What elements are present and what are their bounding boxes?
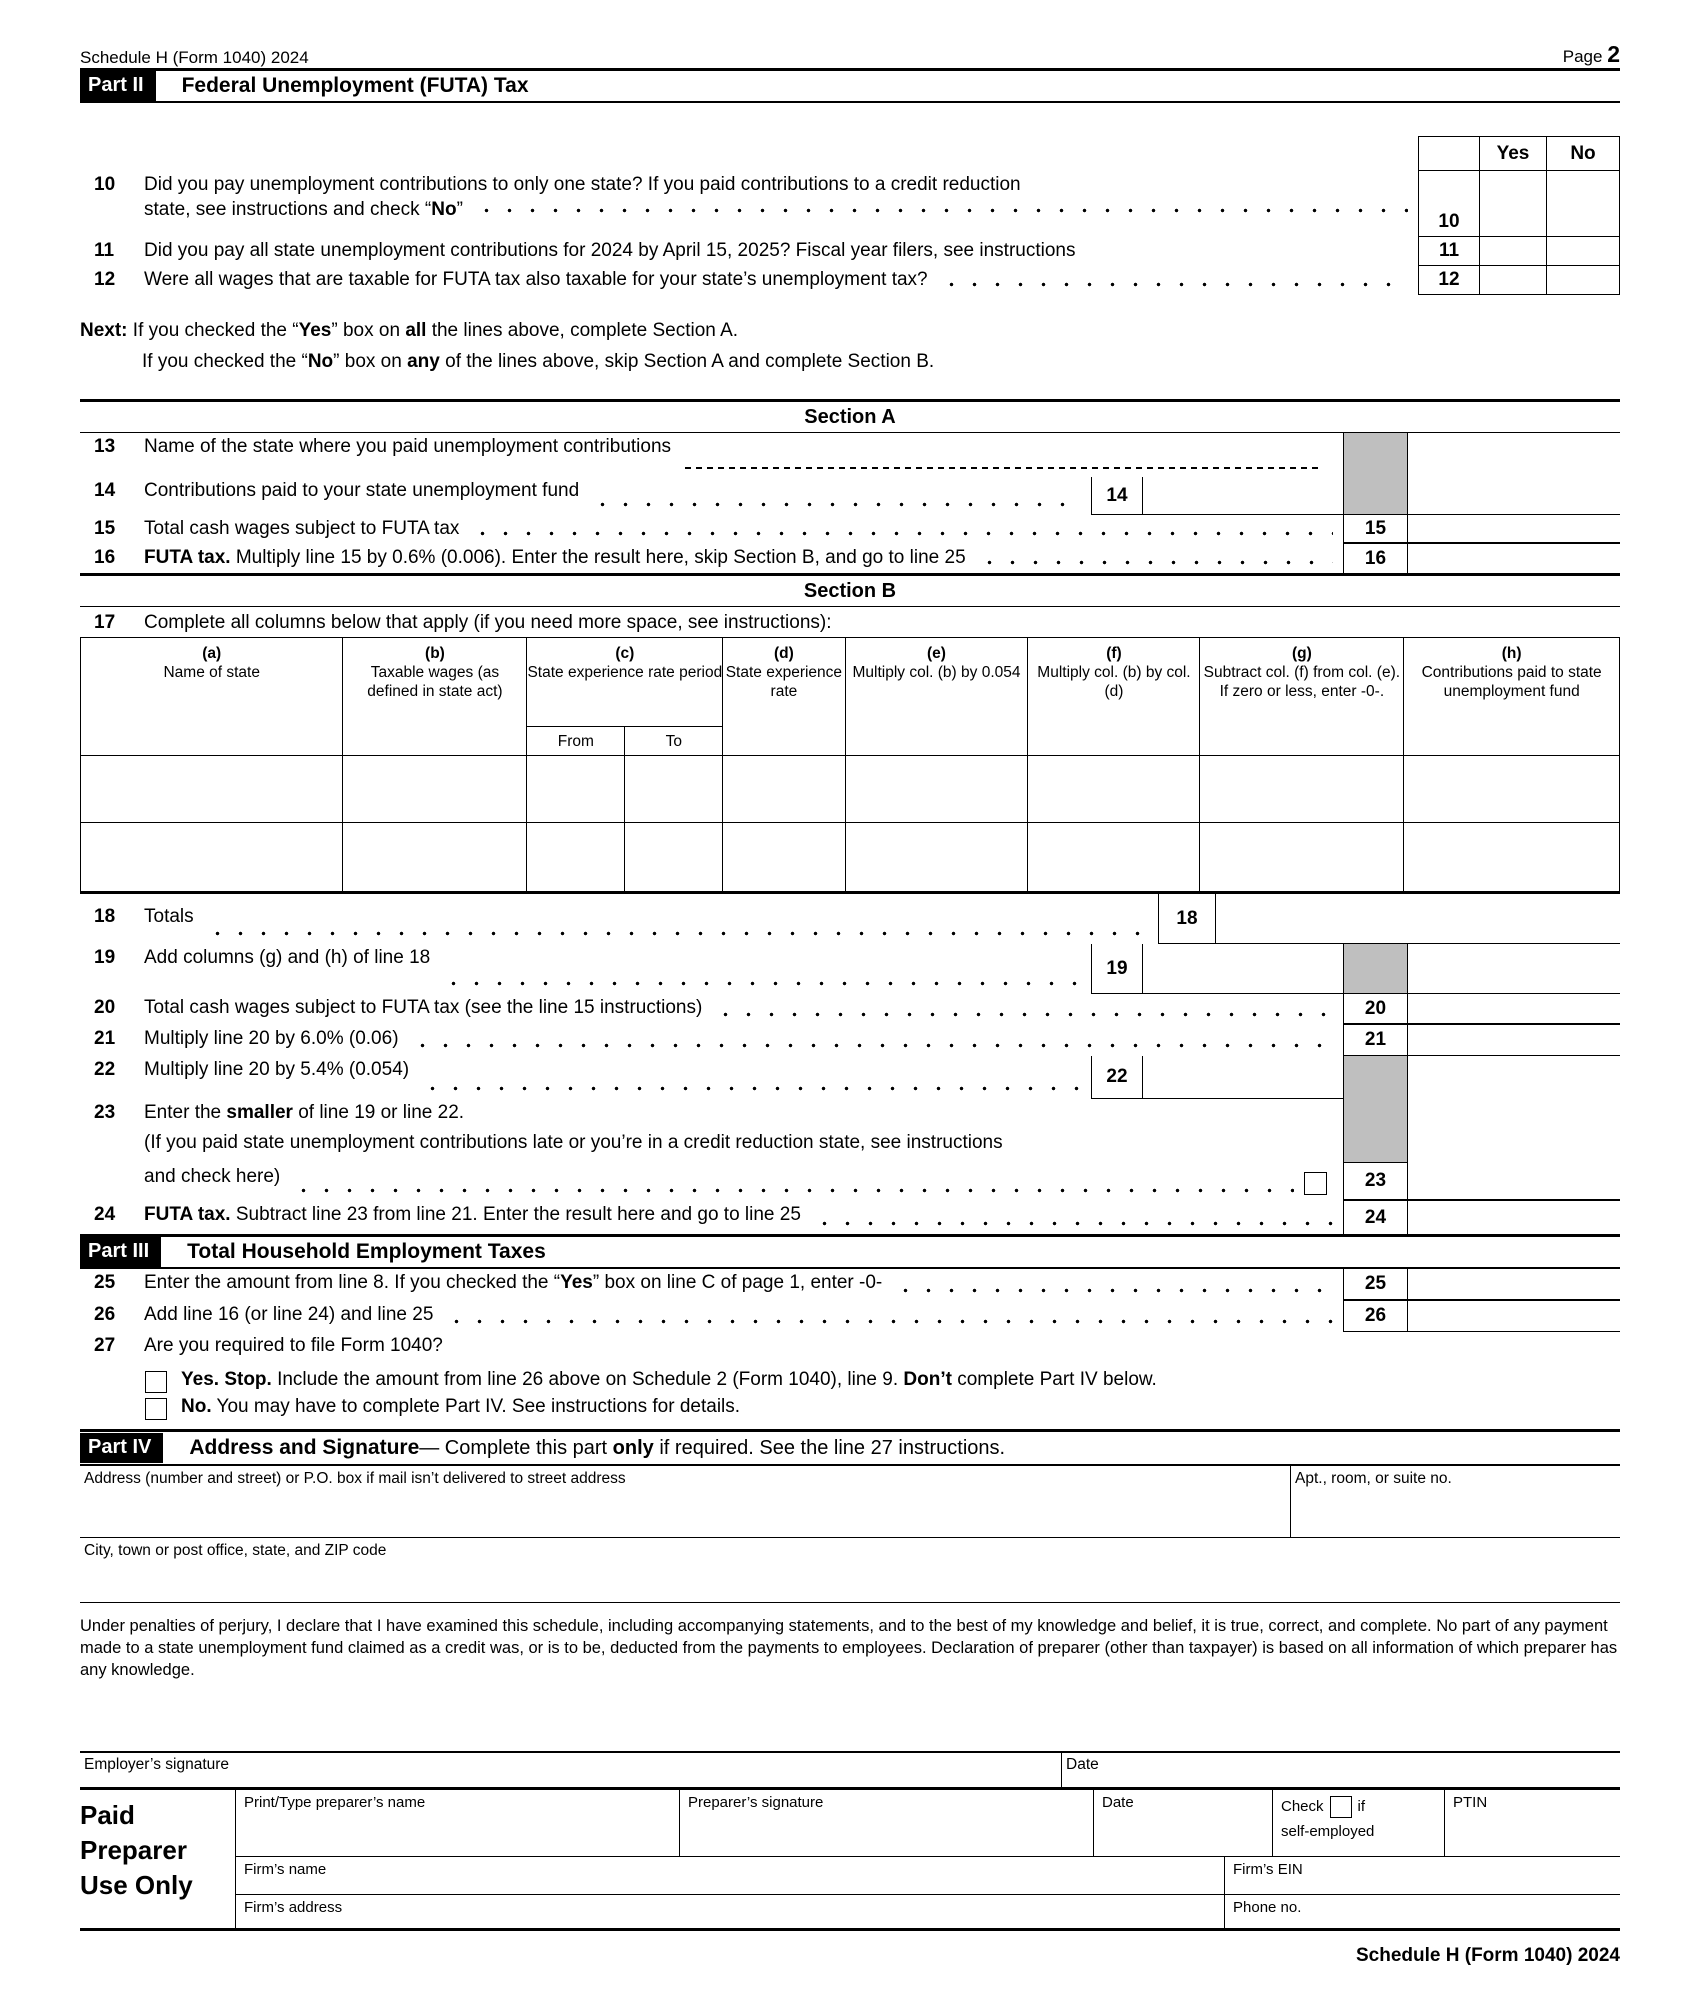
next-instructions: Next: If you checked the “Yes” box on all the lines above, complete Section A. If you checked the “No” box on any of the lines above, skip Section A and complete Section B. [80,320,935,372]
section-a-title: Section A [80,399,1620,433]
line-15-amount[interactable] [1408,515,1620,544]
line-20-amount[interactable] [1408,994,1620,1025]
line-12-box: 12 [1418,266,1479,295]
row2-col-a[interactable] [80,823,343,891]
line-22-box: 22 [1091,1056,1143,1099]
line-14-box: 14 [1091,477,1143,515]
line-number: 12 [94,269,116,290]
page-indicator: Page 2 [1562,41,1620,67]
line-23-continued [80,1129,1620,1163]
line-26-text: Add line 16 (or line 24) and line 25 [144,1304,434,1325]
line-21 [80,1025,1620,1056]
employer-signature-label: Employer’s signature [84,1756,230,1773]
line-number: 11 [94,240,115,261]
line-14-right-area [1408,477,1620,515]
signature-row [80,1751,1620,1787]
line-16-text: FUTA tax. Multiply line 15 by 0.6% (0.006). Enter the result here, skip Section B, and go to line 25 [144,547,966,568]
line-18-text: Totals [144,906,194,927]
city-row [80,1538,1620,1603]
street-address-field[interactable] [80,1466,1290,1537]
line-11-no-cell[interactable] [1546,237,1620,266]
dot-leader [978,560,1333,565]
line-11-yes-cell[interactable] [1479,237,1546,266]
line-number: 13 [94,436,116,457]
line-number: 10 [94,174,116,195]
col-d-header: (d) State experience rate [723,638,845,755]
line-number: 25 [94,1272,116,1293]
row1-col-e[interactable] [846,756,1029,822]
col-h-header: (h) Contributions paid to state unemployment fund [1404,638,1620,755]
line-23-text: Enter the smaller of line 19 or line 22. [144,1102,465,1123]
line-number: 14 [94,480,116,501]
dot-leader [813,1221,1333,1226]
line-27-no-option: No. You may have to complete Part IV. See instructions for details. [80,1396,1620,1423]
firm-address-field[interactable]: Firm’s address [244,1899,343,1916]
col-e-header: (e) Multiply col. (b) by 0.054 [846,638,1029,755]
part4-tag: Part IV [80,1433,163,1463]
line-10-yes-cell[interactable] [1479,171,1546,237]
state-table-header [80,638,1620,756]
form-id: Schedule H (Form 1040) 2024 [80,48,309,67]
dot-leader [292,1188,1294,1193]
line-19-text: Add columns (g) and (h) of line 18 [144,947,431,968]
page-header [80,0,1620,68]
row2-col-g[interactable] [1200,823,1404,891]
line-10-text: Did you pay unemployment contributions to only one state? If you paid contributions to a credit reduction state, see instructions and check “No” [144,171,1418,237]
state-table-row [80,756,1620,823]
yes-column-header: Yes [1479,136,1546,171]
street-address-label: Address (number and street) or P.O. box if mail isn’t delivered to street address [84,1470,626,1487]
dot-leader [591,502,1081,507]
preparer-signature-field[interactable]: Preparer’s signature [679,1790,1093,1856]
line-17-text: Complete all columns below that apply (if you need more space, see instructions): [144,612,832,633]
row2-col-b[interactable] [343,823,527,891]
line-16-amount[interactable] [1408,544,1620,573]
line-23 [80,1099,1620,1129]
state-table [80,637,1620,894]
line-13 [80,433,1620,477]
line-number: 27 [94,1335,116,1356]
line-27 [80,1332,1620,1361]
line-number: 18 [94,906,116,927]
line-10 [80,171,1620,237]
row2-col-f[interactable] [1028,823,1200,891]
row2-col-h[interactable] [1404,823,1620,891]
line-11-box: 11 [1418,237,1479,266]
yes-no-header [80,136,1620,171]
line-15-box: 15 [1343,515,1408,544]
line-number: 24 [94,1204,116,1225]
line-23-amount[interactable] [1408,1163,1620,1201]
part3-bar [80,1234,1620,1269]
line-25-amount[interactable] [1408,1269,1620,1301]
form-page [80,0,1620,1967]
address-row [80,1466,1620,1538]
line-20 [80,994,1620,1025]
dot-leader [894,1288,1333,1293]
signature-date-label: Date [1066,1756,1099,1773]
line-24-amount[interactable] [1408,1201,1620,1234]
row1-col-c [527,756,723,822]
row1-col-f[interactable] [1028,756,1200,822]
state-table-row [80,823,1620,894]
no-checkbox[interactable] [145,1398,167,1420]
signature-date-field[interactable] [1061,1753,1620,1787]
ptin-field[interactable]: PTIN [1444,1790,1620,1856]
row1-col-b[interactable] [343,756,527,822]
shaded-cell [1343,1099,1408,1129]
line-24-text: FUTA tax. Subtract line 23 from line 21. Enter the result here and go to line 25 [144,1204,801,1225]
line-23-note: (If you paid state unemployment contributions late or you’re in a credit reduction state, see instructions [144,1132,1003,1153]
yn-spacer-cell [1418,136,1479,171]
row1-col-c-to[interactable] [625,756,722,822]
row1-col-g[interactable] [1200,756,1404,822]
line-number: 22 [94,1059,116,1080]
line-number: 17 [94,612,116,633]
part4-title: Address and Signature [189,1436,420,1459]
dot-leader [475,208,1408,213]
paid-preparer-title: Paid Preparer Use Only [80,1790,236,1928]
preparer-row-2 [236,1857,1620,1895]
line-number: 19 [94,947,116,968]
line-15 [80,515,1620,544]
line-13-text: Name of the state where you paid unemployment contributions [144,436,672,457]
part3-title: Total Household Employment Taxes [187,1240,546,1263]
col-f-header: (f) Multiply col. (b) by col. (d) [1028,638,1200,755]
line-21-box: 21 [1343,1025,1408,1056]
line-22-text: Multiply line 20 by 5.4% (0.054) [144,1059,410,1080]
dot-leader [421,1086,1081,1091]
line-10-no-cell[interactable] [1546,171,1620,237]
line-15-text: Total cash wages subject to FUTA tax [144,518,460,539]
line-27-text: Are you required to file Form 1040? [144,1335,443,1356]
col-c-header: (c) State experience rate period From To [527,638,723,755]
line-number: 16 [94,547,116,568]
page-number: 2 [1607,41,1620,67]
line-24 [80,1201,1620,1234]
line-16-box: 16 [1343,544,1408,573]
state-name-entry[interactable] [685,467,1318,469]
line-20-box: 20 [1343,994,1408,1025]
col-g-header: (g) Subtract col. (f) from col. (e). If zero or less, enter -0-. [1200,638,1404,755]
line-10-box: 10 [1418,171,1479,237]
line-23-check-label: and check here) [144,1166,281,1187]
line-18-amount[interactable] [1216,894,1620,944]
line-16 [80,544,1620,573]
part4-bar: Part IV Address and Signature — Complete this part only if required. See the line 27 instructions. [80,1429,1620,1466]
line-11-text: Did you pay all state unemployment contributions for 2024 by April 15, 2025? Fiscal year filers, see instructions [144,240,1076,261]
dot-leader [940,282,1408,287]
self-employed-checkbox[interactable] [1330,1796,1352,1818]
line-26-amount[interactable] [1408,1301,1620,1332]
apt-label: Apt., room, or suite no. [1295,1470,1452,1487]
line-26 [80,1301,1620,1332]
section-b-title: Section B [80,573,1620,607]
row1-col-d[interactable] [723,756,845,822]
line-18-box: 18 [1158,894,1216,944]
col-a-header: (a) Name of state [80,638,343,755]
line-19-right-area [1408,944,1620,994]
apt-field[interactable] [1290,1466,1620,1537]
line-number: 23 [94,1102,116,1123]
col-c-from-header: From [527,727,625,755]
line-17 [80,609,1620,637]
line-25 [80,1269,1620,1301]
row2-col-c-from[interactable] [527,823,625,891]
city-state-zip-field[interactable] [80,1538,1620,1602]
line-22-right-area [1408,1056,1620,1099]
line-number: 20 [94,997,116,1018]
col-b-header: (b) Taxable wages (as defined in state act) [343,638,527,755]
line-25-text: Enter the amount from line 8. If you checked the “Yes” box on line C of page 1, enter -0- [144,1272,883,1293]
line-18 [80,894,1620,944]
preparer-date-field[interactable]: Date [1093,1790,1272,1856]
dot-leader [471,531,1333,536]
shaded-cell [1343,433,1408,477]
line-25-box: 25 [1343,1269,1408,1301]
line-14-amount[interactable] [1143,477,1343,515]
shaded-cell [1343,944,1408,994]
perjury-statement: Under penalties of perjury, I declare that I have examined this schedule, including accompanying statements, and to the best of my knowledge and belief, it is true, correct, and complete. No part of any payment made to a state unemployment fund claimed as a credit was, or is to be, deducted from the payments to employees. Declaration of preparer (other than taxpayer) is based on all information of which preparer has any knowledge. [80,1617,1618,1679]
dot-leader [714,1012,1333,1017]
dot-leader [411,1043,1333,1048]
dot-leader [442,981,1081,986]
line-19 [80,944,1620,994]
phone-field[interactable]: Phone no. [1224,1895,1620,1928]
line-13-amount [1408,433,1620,477]
preparer-row-1 [236,1790,1620,1857]
no-column-header: No [1546,136,1620,171]
line-11 [80,237,1620,266]
row2-col-c-to[interactable] [625,823,722,891]
line-20-text: Total cash wages subject to FUTA tax (see the line 15 instructions) [144,997,703,1018]
line-26-box: 26 [1343,1301,1408,1332]
line-number: 21 [94,1028,116,1049]
part2-title: Federal Unemployment (FUTA) Tax [181,74,529,97]
line-19-amount[interactable] [1143,944,1343,994]
line-12-text: Were all wages that are taxable for FUTA tax also taxable for your state’s unemployment tax? [144,269,928,290]
self-employed-cell: Check if self-employed [1272,1790,1444,1856]
line-12-yes-cell[interactable] [1479,266,1546,295]
row1-col-a[interactable] [80,756,343,822]
row1-col-c-from[interactable] [527,756,625,822]
line-number: 26 [94,1304,116,1325]
part2-tag: Part II [80,71,156,101]
line-14-text: Contributions paid to your state unemployment fund [144,480,580,501]
col-c-to-header: To [665,732,682,750]
shaded-cell [1343,477,1408,515]
line-number: 15 [94,518,116,539]
firm-ein-field[interactable]: Firm’s EIN [1224,1857,1620,1894]
line-23-box: 23 [1343,1163,1408,1201]
line-22-amount[interactable] [1143,1056,1343,1099]
line-19-box: 19 [1091,944,1143,994]
part3-tag: Part III [80,1237,161,1267]
part2-bar [80,68,1620,103]
form-footer: Schedule H (Form 1040) 2024 [1356,1945,1620,1966]
line-21-text: Multiply line 20 by 6.0% (0.06) [144,1028,399,1049]
paid-preparer-block [80,1787,1620,1931]
line-27-yes-option: Yes. Stop. Include the amount from line 26 above on Schedule 2 (Form 1040), line 9. Don’t complete Part IV below. [80,1369,1620,1396]
row2-col-c [527,823,723,891]
shaded-cell [1343,1129,1408,1163]
yes-stop-checkbox[interactable] [145,1371,167,1393]
dot-leader [445,1319,1333,1324]
line-24-box: 24 [1343,1201,1408,1234]
city-state-zip-label: City, town or post office, state, and ZIP code [84,1542,387,1559]
shaded-cell [1343,1056,1408,1099]
line-23-check-row [80,1163,1620,1201]
preparer-row-3 [236,1895,1620,1928]
firm-name-field[interactable]: Firm’s name [244,1861,327,1878]
line-12-no-cell[interactable] [1546,266,1620,295]
dot-leader [206,931,1148,936]
line-12 [80,266,1620,295]
row2-col-e[interactable] [846,823,1029,891]
line-23-checkbox[interactable] [1304,1172,1327,1195]
row2-col-d[interactable] [723,823,845,891]
line-14 [80,477,1620,515]
preparer-name-field[interactable]: Print/Type preparer’s name [244,1794,426,1811]
line-22 [80,1056,1620,1099]
line-21-amount[interactable] [1408,1025,1620,1056]
row1-col-h[interactable] [1404,756,1620,822]
employer-signature-field[interactable] [80,1753,1061,1787]
